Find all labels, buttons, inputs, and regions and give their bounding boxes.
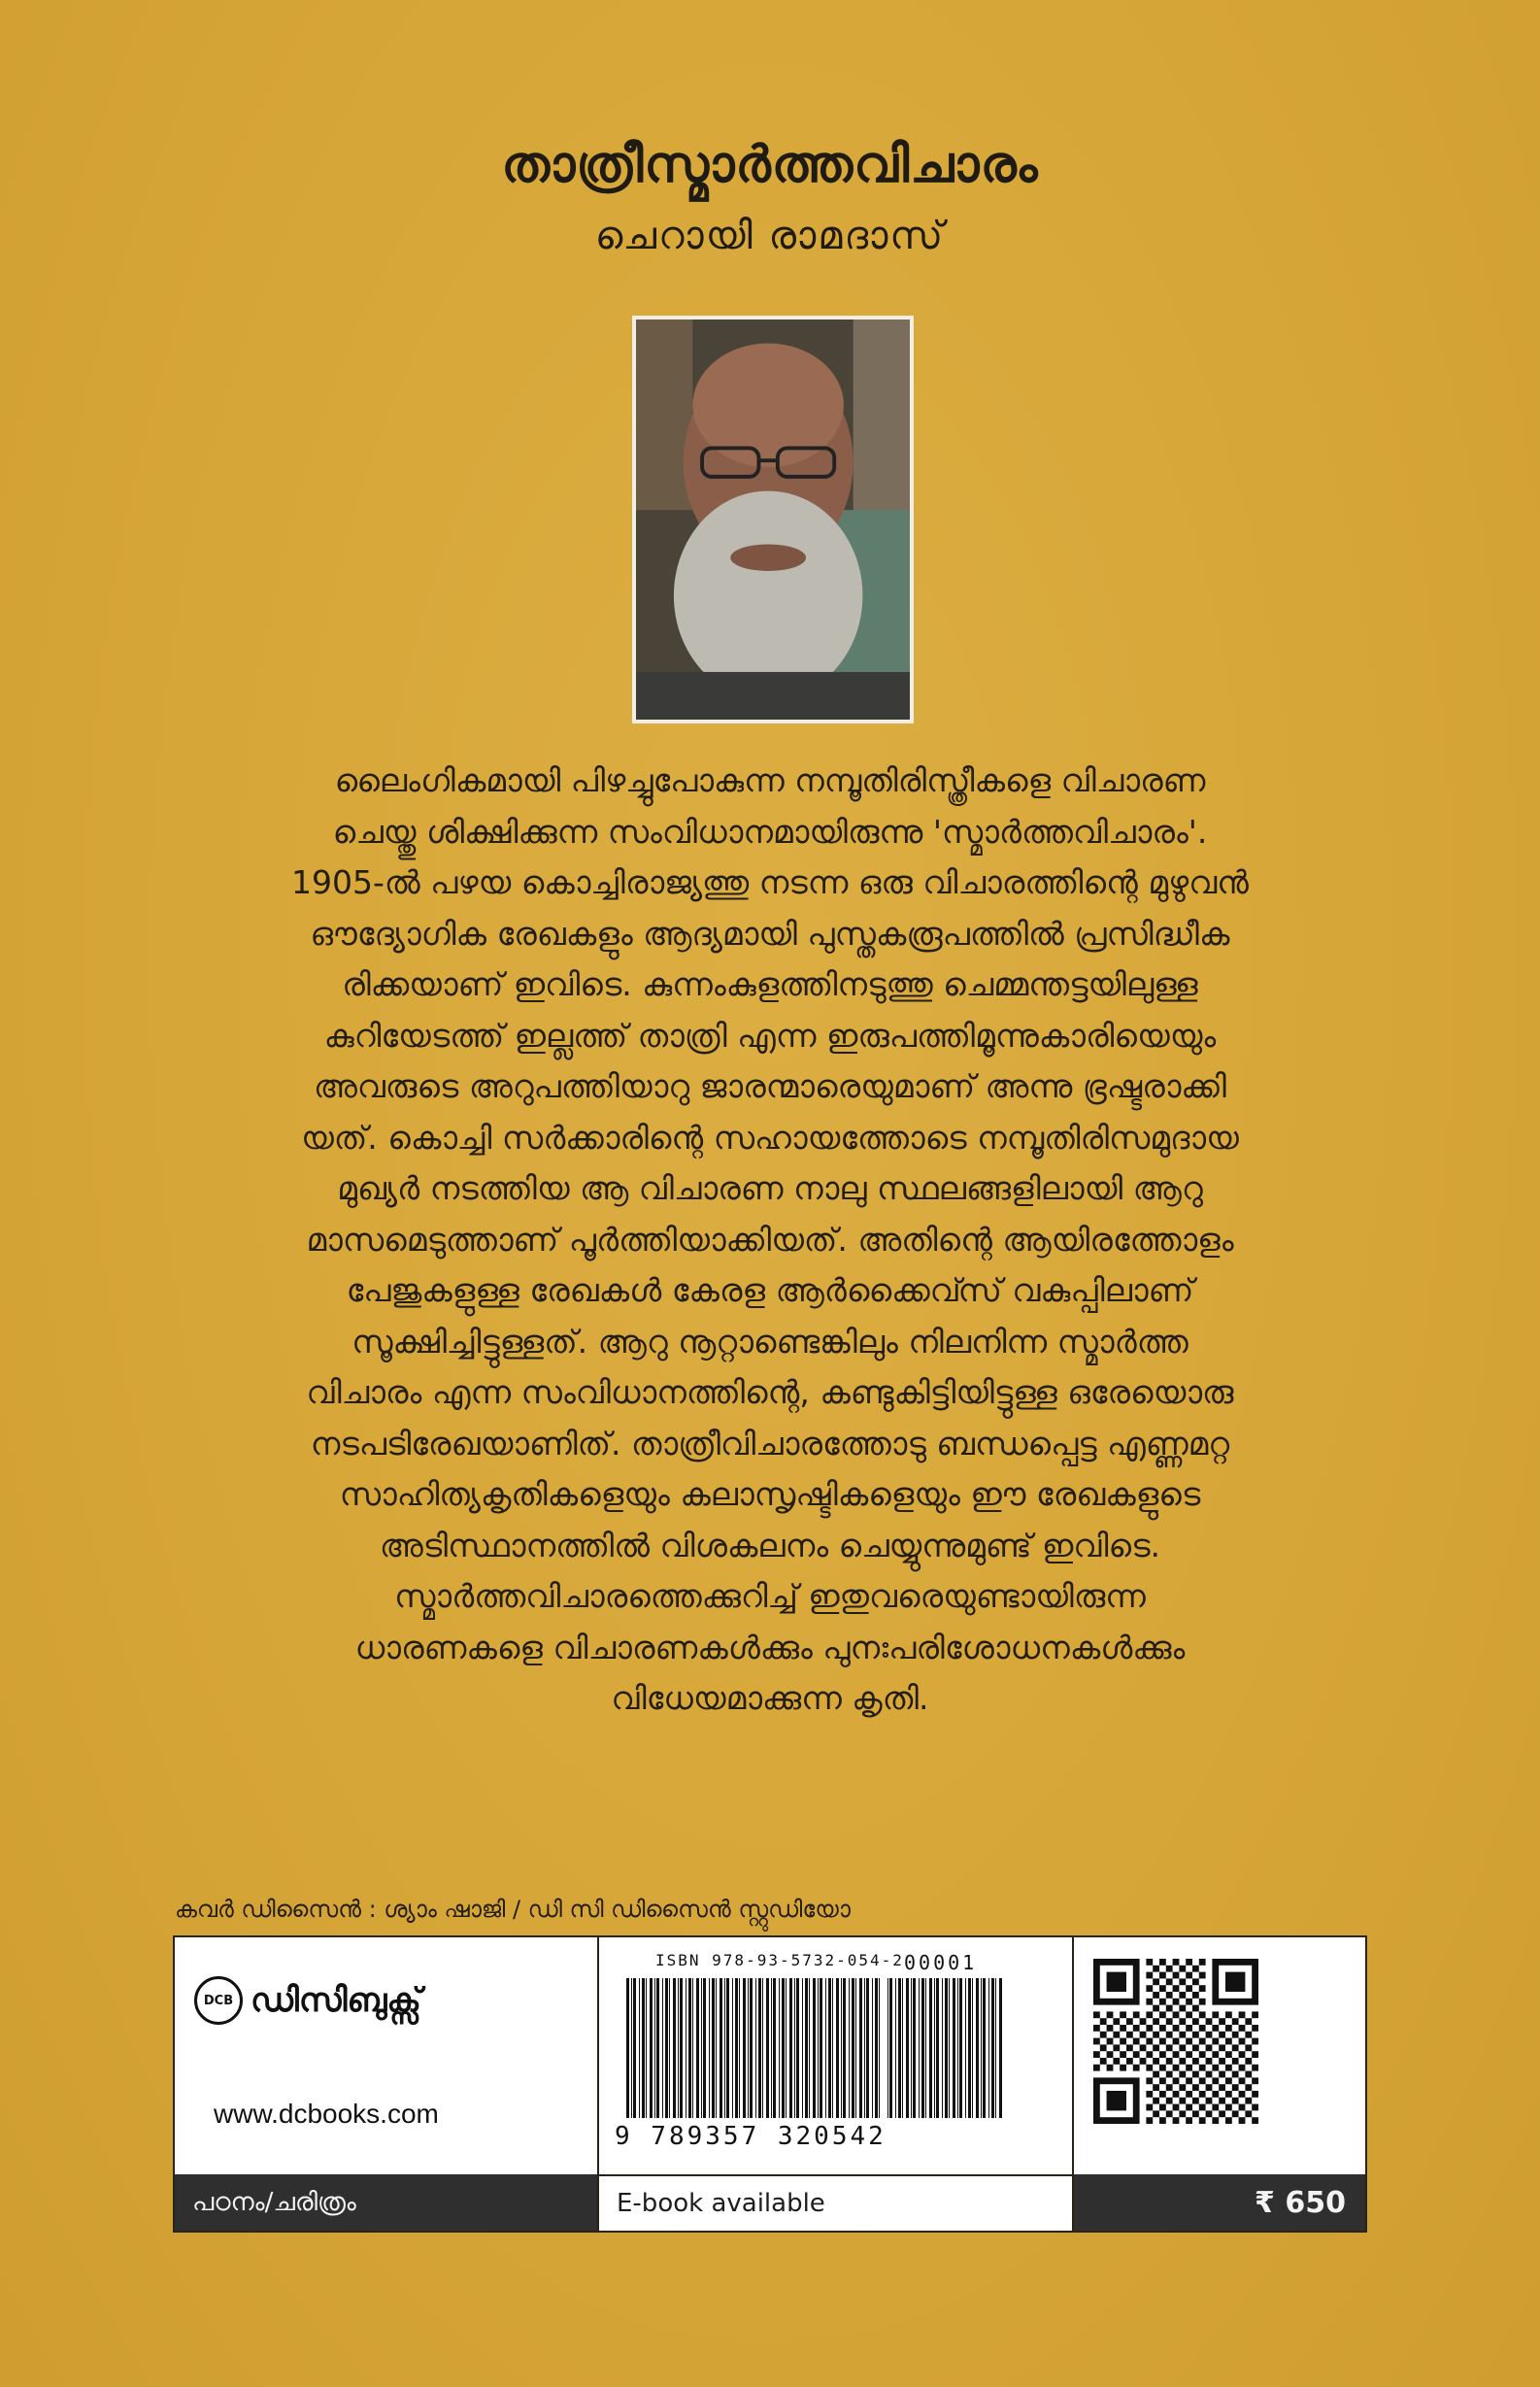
publisher-name: ഡിസിബുക്സ് (251, 1981, 421, 2020)
cover-design-credit: കവർ ഡിസൈൻ : ശ്യാം ഷാജി / ഡി സി ഡിസൈൻ സ്റ്റുഡിയോ (175, 1896, 851, 1923)
qr-code-icon[interactable] (1093, 1959, 1258, 2124)
blurb-text (165, 756, 1375, 1725)
category-bar (175, 2174, 597, 2231)
blurb-line: മാസമെടുത്താണ് പൂർത്തിയാക്കിയത്. അതിന്റെ ആയിരത്തോളം (306, 1220, 1234, 1259)
blurb-line: 1905-ൽ പഴയ കൊച്ചിരാജ്യത്തു നടന്ന ഒരു വിചാരത്തിന്റെ മുഴുവൻ (291, 863, 1249, 901)
blurb-line: അവരുടെ അറുപത്തിയാറു ജാരന്മാരെയുമാണ് അന്നു ഭ്രഷ്ടരാക്കി (314, 1067, 1226, 1105)
author-name: ചെറായി രാമദാസ് (594, 214, 946, 258)
blurb-line: രിക്കയാണ് ഇവിടെ. കുന്നംകുളത്തിനടുത്തു ചെമ്മന്തട്ടയിലുള്ള (342, 965, 1198, 1003)
category-label: പഠനം/ചരിത്രം (192, 2187, 356, 2217)
blurb-line: മുഖ്യർ നടത്തിയ ആ വിചാരണ നാലു സ്ഥലങ്ങളിലായി ആറു (337, 1169, 1203, 1207)
author-photo (632, 316, 914, 723)
blurb-line: ധാരണകളെ വിചാരണകൾക്കും പുനഃപരിശോധനകൾക്കും (354, 1628, 1186, 1666)
ebook-bar (599, 2174, 1072, 2231)
qr-panel (1074, 1937, 1365, 2231)
publisher-panel (175, 1937, 599, 2231)
price-bar (1074, 2174, 1365, 2231)
info-box (173, 1935, 1367, 2233)
blurb-line: ഔദ്യോഗിക രേഖകളും ആദ്യമായി പുസ്തകരൂപത്തിൽ പ്രസിദ്ധീക (310, 914, 1230, 953)
blurb-line: നടപടിരേഖയാണിത്. താത്രീവിചാരത്തോടു ബന്ധപ്പെട്ട എണ്ണമറ്റ (310, 1424, 1230, 1462)
blurb-line: ചെയ്തു ശിക്ഷിക്കുന്ന സംവിധാനമായിരുന്നു 'സ്മാർത്തവിചാരം'. (332, 812, 1208, 851)
barcode-number: 9 789357 320542 (615, 2122, 887, 2151)
barcode-addon: 00001 (904, 1951, 978, 1974)
blurb-line: പേജുകളുള്ള രേഖകൾ കേരള ആർക്കൈവ്സ് വകുപ്പിലാണ് (346, 1271, 1194, 1309)
barcode-panel (599, 1937, 1074, 2231)
blurb-line: സൂക്ഷിച്ചിട്ടുള്ളത്. ആറു നൂറ്റാണ്ടെങ്കിലും നിലനിന്ന സ്മാർത്ത (352, 1322, 1188, 1361)
blurb-line: യത്. കൊച്ചി സർക്കാരിന്റെ സഹായത്തോടെ നമ്പൂതിരിസമുദായ (301, 1118, 1239, 1157)
publisher-logo (194, 1976, 421, 2025)
blurb-line: സ്മാർത്തവിചാരത്തെക്കുറിച്ച് ഇതുവരെയുണ്ടായിരുന്ന (394, 1577, 1146, 1615)
ebook-label: E-book available (617, 2189, 825, 2218)
blurb-line: വിധേയമാക്കുന്ന കൃതി. (611, 1679, 929, 1717)
isbn-label: ISBN 978-93-5732-054-2 (655, 1951, 904, 1969)
blurb-line: കുറിയേടത്ത് ഇല്ലത്ത് താത്രി എന്ന ഇരുപത്തിമൂന്നുകാരിയെയും (323, 1016, 1217, 1055)
publisher-website[interactable]: www.dcbooks.com (214, 2099, 439, 2129)
dcb-logo-icon: DCB (194, 1976, 243, 2025)
barcode-addon-icon (886, 1978, 1002, 2118)
blurb-line: അടിസ്ഥാനത്തിൽ വിശകലനം ചെയ്യുന്നുമുണ്ട് ഇവിടെ. (379, 1526, 1161, 1564)
barcode-icon (624, 1978, 882, 2118)
price-label: ₹ 650 (1255, 2185, 1346, 2220)
blurb-line: വിചാരം എന്ന സംവിധാനത്തിന്റെ, കണ്ടുകിട്ടിയിട്ടുള്ള ഒരേയൊരു (306, 1373, 1234, 1411)
blurb-line: സാഹിത്യകൃതികളെയും കലാസൃഷ്ടികളെയും ഈ രേഖകളുടെ (339, 1475, 1201, 1513)
book-title: താത്രീസ്മാർത്തവിചാരം (501, 136, 1039, 194)
blurb-line: ലൈംഗികമായി പിഴച്ചുപോകുന്ന നമ്പൂതിരിസ്ത്രീകളെ വിചാരണ (334, 761, 1206, 799)
